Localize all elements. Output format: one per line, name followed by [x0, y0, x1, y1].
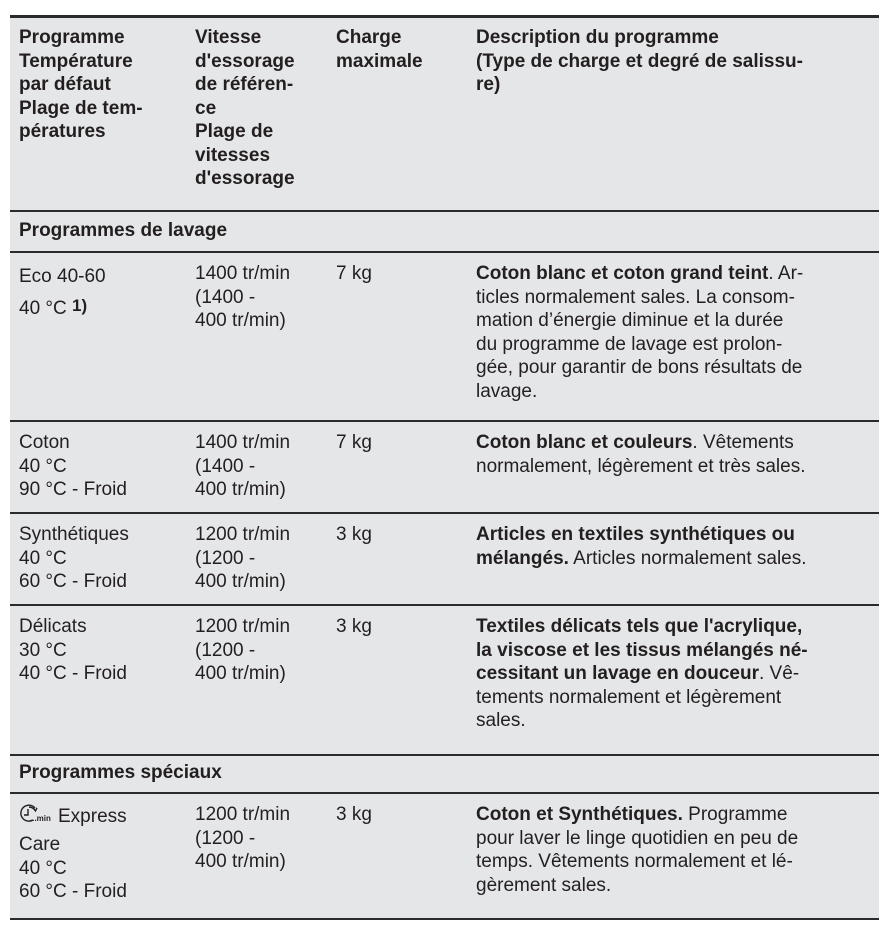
description-cell	[476, 523, 874, 570]
load-cell: 3 kg	[336, 804, 372, 825]
description-bold-text: Textiles délicats tels que l'acrylique,	[476, 616, 803, 637]
default-temperature: 40 °C	[19, 298, 67, 319]
header-line: Vitesse	[195, 27, 262, 48]
speed-line: 400 tr/min)	[195, 310, 286, 331]
header-speed	[195, 26, 335, 191]
description-bold-text: Articles en textiles synthétiques ou	[476, 524, 795, 545]
header-line: Température	[19, 50, 133, 72]
speed-line: 1200 tr/min	[195, 616, 291, 637]
description-text: Articles normalement sales.	[568, 547, 807, 569]
description-line	[476, 686, 874, 710]
description-line	[476, 827, 874, 851]
temperature-range: 60 °C - Froid	[19, 881, 127, 902]
load-cell: 3 kg	[336, 524, 372, 545]
description-line	[476, 874, 874, 898]
speed-line: 400 tr/min)	[195, 479, 286, 500]
description-line	[476, 309, 874, 333]
row-rule	[10, 420, 879, 422]
description-bold-text: mélangés.	[476, 547, 569, 569]
description-bold-text: Coton blanc et coton grand teint	[476, 263, 769, 284]
temperature-range: 40 °C - Froid	[19, 663, 127, 684]
description-bold-text: Coton blanc et couleurs	[476, 432, 693, 453]
speed-line: 1400 tr/min	[195, 263, 291, 284]
description-text: tements normalement et légèrement	[476, 686, 782, 708]
header-programme	[19, 26, 189, 144]
header-line: Description du programme	[476, 27, 719, 48]
description-cell	[476, 431, 874, 478]
row-rule	[10, 604, 879, 606]
description-line	[476, 662, 874, 686]
header-line: ce	[195, 97, 217, 119]
section-rule	[10, 792, 879, 794]
description-cell	[476, 803, 874, 897]
programme-name: Express	[58, 806, 127, 827]
description-line	[476, 547, 874, 571]
icon-label: ...min	[30, 814, 51, 823]
description-text: temps. Vêtements normalement et lé-	[476, 851, 793, 872]
programme-name: Eco 40-60	[19, 266, 106, 287]
description-bold-text: la viscose et les tissus mélangés né-	[476, 639, 808, 661]
header-load	[336, 26, 466, 73]
description-line	[476, 639, 874, 663]
header-line: Plage de tem-	[19, 97, 143, 119]
section-rule	[10, 251, 879, 253]
description-bold-text: Coton et Synthétiques.	[476, 804, 683, 825]
speed-cell	[195, 431, 335, 502]
description-line	[476, 333, 874, 357]
speed-cell	[195, 803, 335, 874]
speed-line: 1200 tr/min	[195, 804, 291, 825]
programme-name: Coton	[19, 432, 70, 453]
load-cell: 7 kg	[336, 432, 372, 453]
speed-line: 1400 tr/min	[195, 432, 291, 453]
programme-name: Care	[19, 834, 61, 855]
header-line: Plage de	[195, 121, 274, 142]
header-description	[476, 26, 874, 97]
description-text: mation d’énergie diminue et la durée	[476, 310, 784, 331]
description-text: . Ar-	[768, 263, 804, 284]
header-rule	[10, 210, 879, 212]
speed-line: 400 tr/min)	[195, 571, 286, 592]
default-temperature: 40 °C	[19, 455, 67, 477]
table-top-rule	[10, 15, 879, 18]
default-temperature: 30 °C	[19, 639, 67, 661]
header-line: maximale	[336, 50, 423, 72]
description-text: gée, pour garantir de bons résultats de	[476, 357, 803, 378]
header-line: pératures	[19, 121, 106, 142]
speed-cell	[195, 523, 335, 594]
footnote-marker: 1)	[72, 296, 88, 315]
programme-cell	[19, 262, 189, 323]
speed-line: 400 tr/min)	[195, 851, 286, 872]
description-text: normalement, légèrement et très sales.	[476, 455, 806, 477]
description-bold-text: cessitant un lavage en douceur	[476, 663, 759, 684]
header-line: d'essorage	[195, 168, 295, 189]
temperature-range: 60 °C - Froid	[19, 571, 127, 592]
description-text: Programme	[682, 804, 788, 825]
row-rule	[10, 754, 879, 756]
express-timer-icon	[19, 803, 55, 833]
load-cell: 7 kg	[336, 263, 372, 284]
speed-line: (1400 -	[195, 455, 256, 477]
header-line: Programme	[19, 27, 125, 48]
header-line: Charge	[336, 27, 402, 48]
description-text: ticles normalement sales. La consom-	[476, 286, 795, 308]
description-line	[476, 262, 874, 286]
header-line: vitesses	[195, 144, 271, 166]
description-line	[476, 850, 874, 874]
description-text: lavage.	[476, 380, 538, 402]
description-text: sales.	[476, 710, 526, 731]
speed-line: (1200 -	[195, 547, 256, 569]
temperature-range: 90 °C - Froid	[19, 479, 127, 500]
programme-cell	[19, 523, 189, 594]
description-text: du programme de lavage est prolon-	[476, 333, 783, 355]
description-line	[476, 356, 874, 380]
default-temperature: 40 °C	[19, 857, 67, 879]
programme-name: Synthétiques	[19, 524, 129, 545]
speed-line: 400 tr/min)	[195, 663, 286, 684]
description-text: pour laver le linge quotidien en peu de	[476, 827, 799, 849]
header-line: de référen-	[195, 74, 294, 95]
description-cell	[476, 615, 874, 733]
load-cell: 3 kg	[336, 616, 372, 637]
section-title: Programmes de lavage	[19, 220, 228, 241]
speed-line: (1200 -	[195, 827, 256, 849]
description-line	[476, 455, 874, 479]
description-text: . Vê-	[758, 663, 800, 684]
description-line	[476, 523, 874, 547]
programme-name: Délicats	[19, 616, 87, 637]
header-line: d'essorage	[195, 50, 295, 72]
programme-cell	[19, 615, 189, 686]
row-rule	[10, 512, 879, 514]
description-cell	[476, 262, 874, 403]
description-line	[476, 286, 874, 310]
description-line	[476, 380, 874, 404]
speed-cell	[195, 615, 335, 686]
description-text: . Vêtements	[692, 432, 794, 453]
speed-line: (1400 -	[195, 286, 256, 308]
section-title: Programmes spéciaux	[19, 762, 222, 783]
description-line	[476, 803, 874, 827]
description-line	[476, 431, 874, 455]
speed-cell	[195, 262, 335, 333]
speed-line: 1200 tr/min	[195, 524, 291, 545]
header-line: re)	[476, 74, 501, 95]
default-temperature: 40 °C	[19, 547, 67, 569]
programme-cell	[19, 803, 189, 904]
programme-cell	[19, 431, 189, 502]
description-text: gèrement sales.	[476, 874, 612, 896]
description-line	[476, 615, 874, 639]
speed-line: (1200 -	[195, 639, 256, 661]
description-line	[476, 709, 874, 733]
table-bottom-rule	[10, 918, 879, 920]
header-line: par défaut	[19, 74, 111, 95]
header-line: (Type de charge et degré de salissu-	[476, 50, 803, 72]
